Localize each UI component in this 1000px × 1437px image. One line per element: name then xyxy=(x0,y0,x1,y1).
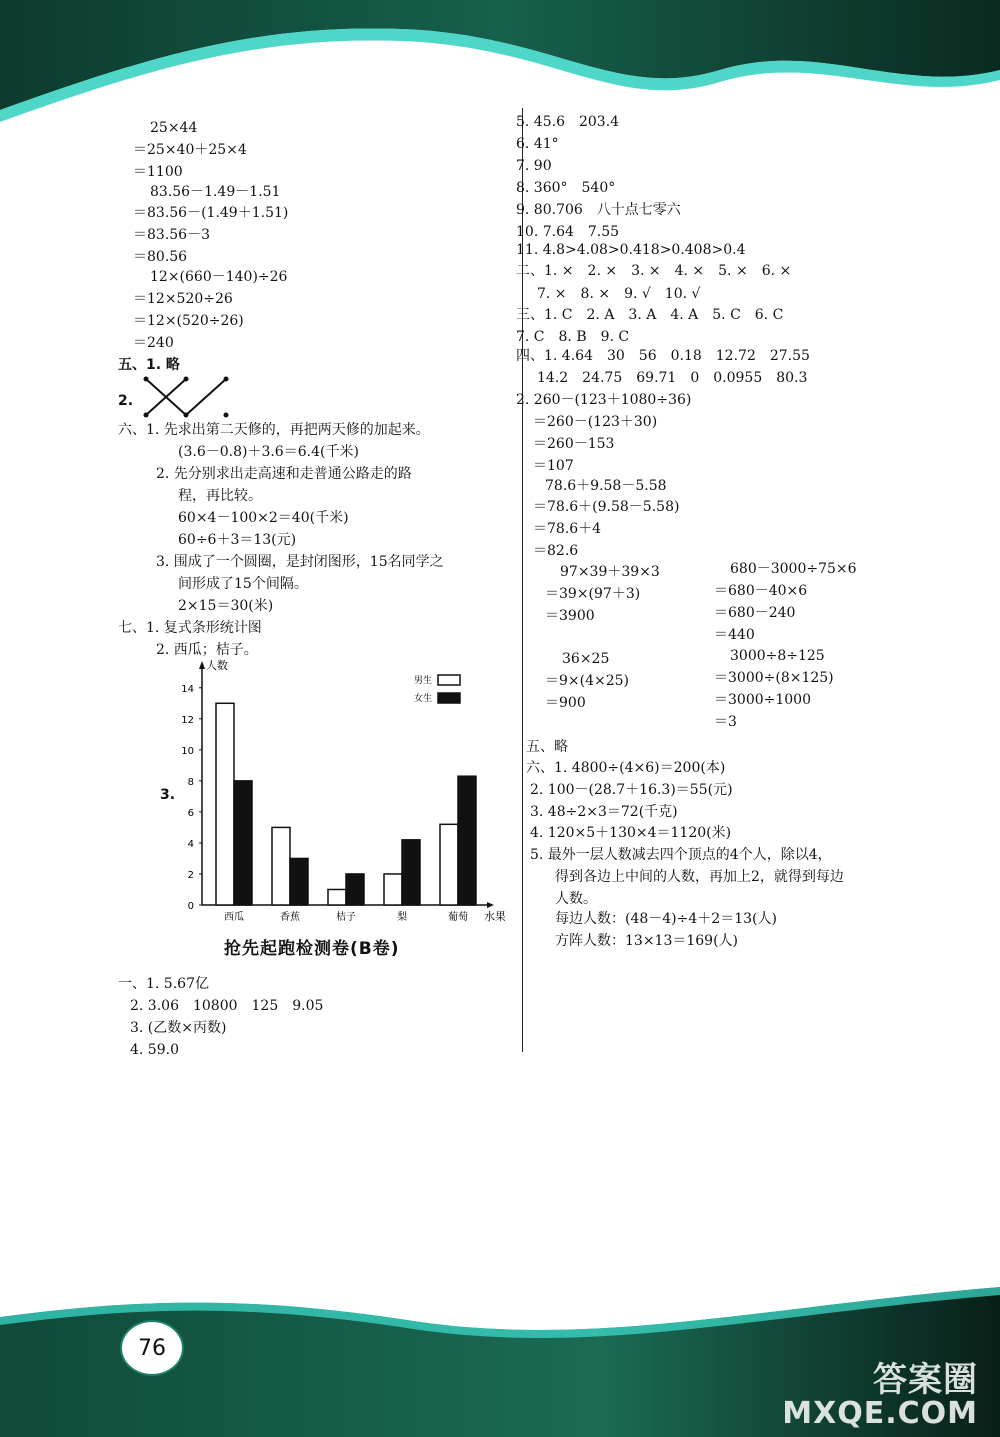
right_column-line: 8. 360° 540° xyxy=(516,180,616,196)
x-axis-label: 水果 xyxy=(484,910,505,923)
right_column-line: ＝260－(123＋30) xyxy=(533,414,658,430)
right_column-line: ＝680－40×6 xyxy=(714,583,808,599)
left_column-line: 2. 3.06 10800 125 9.05 xyxy=(130,998,324,1014)
right_column-line: 每边人数：(48－4)÷4＋2＝13(人) xyxy=(555,911,777,927)
right_column-line: ＝82.6 xyxy=(533,543,579,559)
right_column-line: 方阵人数：13×13＝169(人) xyxy=(555,933,739,949)
right_column-line: ＝78.6＋(9.58－5.58) xyxy=(533,499,680,515)
right_column-line: 7. C 8. B 9. C xyxy=(516,329,630,345)
legend-swatch xyxy=(438,675,460,685)
watermark-logo: 答案圈 xyxy=(873,1360,978,1400)
right_column-line: 2. 260－(123＋1080÷36) xyxy=(516,392,692,408)
bar-女生 xyxy=(402,840,420,905)
x-tick-label: 桔子 xyxy=(336,912,356,923)
left_column-line: 4. 59.0 xyxy=(130,1042,179,1058)
watermark xyxy=(782,1360,978,1431)
right_column-line: 4. 120×5＋130×4＝1120(米) xyxy=(530,825,732,841)
right_column-line: 36×25 xyxy=(562,651,610,667)
y-tick-label: 2 xyxy=(187,869,194,881)
right_column-line: ＝39×(97＋3) xyxy=(545,586,641,602)
left_column-line: 五、1. 略 xyxy=(118,357,180,373)
left_column-line: ＝25×40＋25×4 xyxy=(133,142,247,158)
bar-男生 xyxy=(328,889,346,905)
left_column-line: 12×(660－140)÷26 xyxy=(150,269,288,285)
right_column-line: ＝260－153 xyxy=(533,436,615,452)
right_column-line: ＝3900 xyxy=(545,608,595,624)
bar-男生 xyxy=(384,874,402,905)
left_column-line: 六、1. 先求出第二天修的，再把两天修的加起来。 xyxy=(118,422,430,438)
bar-女生 xyxy=(290,858,308,905)
y-axis-arrow xyxy=(199,661,205,669)
right_column-line: 97×39＋39×3 xyxy=(560,564,660,580)
left_column-line: ＝83.56－3 xyxy=(133,227,210,243)
right_column-line: 9. 80.706 八十点七零六 xyxy=(516,202,681,218)
watermark-site: MXQE.COM xyxy=(782,1396,978,1431)
left_column-line: 程，再比较。 xyxy=(178,488,262,504)
left_column-line: ＝12×(520÷26) xyxy=(133,313,244,329)
left_column-line: 60×4－100×2＝40(千米) xyxy=(178,510,349,526)
right_column-line: ＝440 xyxy=(714,627,755,643)
y-tick-label: 14 xyxy=(181,683,194,695)
right_column-line: 六、1. 4800÷(4×6)＝200(本) xyxy=(526,760,726,776)
matching-diagram xyxy=(140,375,240,420)
y-tick-label: 8 xyxy=(187,776,194,788)
left_column-line: 2. 先分别求出走高速和走普通公路走的路 xyxy=(156,466,412,482)
right_column-line: 四、1. 4.64 30 56 0.18 12.72 27.55 xyxy=(516,348,810,364)
right_column-line: ＝78.6＋4 xyxy=(533,521,602,537)
x-tick-label: 西瓜 xyxy=(224,912,244,923)
y-axis-label: 人数 xyxy=(206,659,228,672)
left_column-line: ＝1100 xyxy=(133,164,183,180)
bar-女生 xyxy=(234,781,252,905)
left_column-line: ＝12×520÷26 xyxy=(133,291,233,307)
left_column-line: ＝80.56 xyxy=(133,249,188,265)
left_column-line: 25×44 xyxy=(150,120,198,136)
page-number: 76 xyxy=(120,1320,184,1376)
right_column-line: 5. 45.6 203.4 xyxy=(516,114,620,130)
right_column-line: 人数。 xyxy=(555,891,597,907)
bar-男生 xyxy=(272,827,290,905)
y-tick-label: 10 xyxy=(181,745,194,757)
x-tick-label: 梨 xyxy=(397,912,407,923)
legend-label: 女生 xyxy=(413,694,432,704)
right_column-line: 680－3000÷75×6 xyxy=(730,561,857,577)
right_column-line: ＝9×(4×25) xyxy=(545,673,630,689)
bar-chart xyxy=(160,655,505,925)
y-tick-label: 12 xyxy=(181,714,194,726)
right_column-line: ＝107 xyxy=(533,458,574,474)
right_column-line: 6. 41° xyxy=(516,136,559,152)
left_column-line: 3. (乙数×丙数) xyxy=(130,1020,227,1036)
left_column-line: ＝83.56－(1.49＋1.51) xyxy=(133,205,289,221)
right_column-line: 得到各边上中间的人数，再加上2，就得到每边 xyxy=(555,869,844,885)
left_column-line: 83.56－1.49－1.51 xyxy=(150,184,281,200)
y-tick-label: 0 xyxy=(187,901,194,912)
left_column-line: 间形成了15个间隔。 xyxy=(178,576,308,592)
bar-男生 xyxy=(216,703,234,905)
left_column-line: ＝240 xyxy=(133,335,174,351)
right_column-line: 5. 最外一层人数减去四个顶点的4个人，除以4， xyxy=(530,847,832,863)
bar-女生 xyxy=(346,874,364,905)
left_column-line: 3. xyxy=(160,787,176,803)
right_column-line: ＝900 xyxy=(545,695,586,711)
left_column-line: 七、1. 复式条形统计图 xyxy=(118,620,262,636)
left_column-line: 60÷6＋3＝13(元) xyxy=(178,532,297,548)
right_column-line: 2. 100－(28.7＋16.3)＝55(元) xyxy=(530,782,733,798)
bar-女生 xyxy=(458,776,476,905)
x-tick-label: 葡萄 xyxy=(448,912,468,923)
right_column-line: 3000÷8÷125 xyxy=(730,648,825,664)
left_column-line: (3.6－0.8)＋3.6＝6.4(千米) xyxy=(178,444,359,460)
right_column-line: 78.6＋9.58－5.58 xyxy=(545,478,667,494)
left_column-line: 一、1. 5.67亿 xyxy=(118,976,209,992)
right_column-line: ＝3000÷1000 xyxy=(714,692,811,708)
legend-swatch xyxy=(438,693,460,703)
right_column-line: 10. 7.64 7.55 xyxy=(516,224,620,240)
legend-label: 男生 xyxy=(413,676,432,686)
right_column-line: 五、略 xyxy=(526,739,568,755)
y-tick-label: 4 xyxy=(187,838,194,850)
left_column-line: 2. xyxy=(118,393,134,409)
right_column-line: ＝3000÷(8×125) xyxy=(714,670,834,686)
right_column-line: 7. 90 xyxy=(516,158,552,174)
section-title: 抢先起跑检测卷(B卷) xyxy=(224,939,400,959)
right_column-line: ＝3 xyxy=(714,714,737,730)
left_column-line: 2×15＝30(米) xyxy=(178,598,274,614)
y-tick-label: 6 xyxy=(187,807,194,819)
right_column-line: ＝680－240 xyxy=(714,605,796,621)
x-axis-arrow xyxy=(487,902,494,908)
left_column-line: 2. 西瓜；桔子。 xyxy=(156,642,258,658)
bar-男生 xyxy=(440,824,458,905)
right_column-line: 7. × 8. × 9. √ 10. √ xyxy=(537,286,701,302)
right_column-line: 三、1. C 2. A 3. A 4. A 5. C 6. C xyxy=(516,307,784,323)
right_column-line: 11. 4.8>4.08>0.418>0.408>0.4 xyxy=(516,242,746,258)
right_column-line: 3. 48÷2×3＝72(千克) xyxy=(530,804,678,820)
left_column-line: 3. 围成了一个圆圈，是封闭图形，15名同学之 xyxy=(156,554,444,570)
right_column-line: 二、1. × 2. × 3. × 4. × 5. × 6. × xyxy=(516,263,792,279)
x-tick-label: 香蕉 xyxy=(280,912,300,923)
right_column-line: 14.2 24.75 69.71 0 0.0955 80.3 xyxy=(537,370,808,386)
